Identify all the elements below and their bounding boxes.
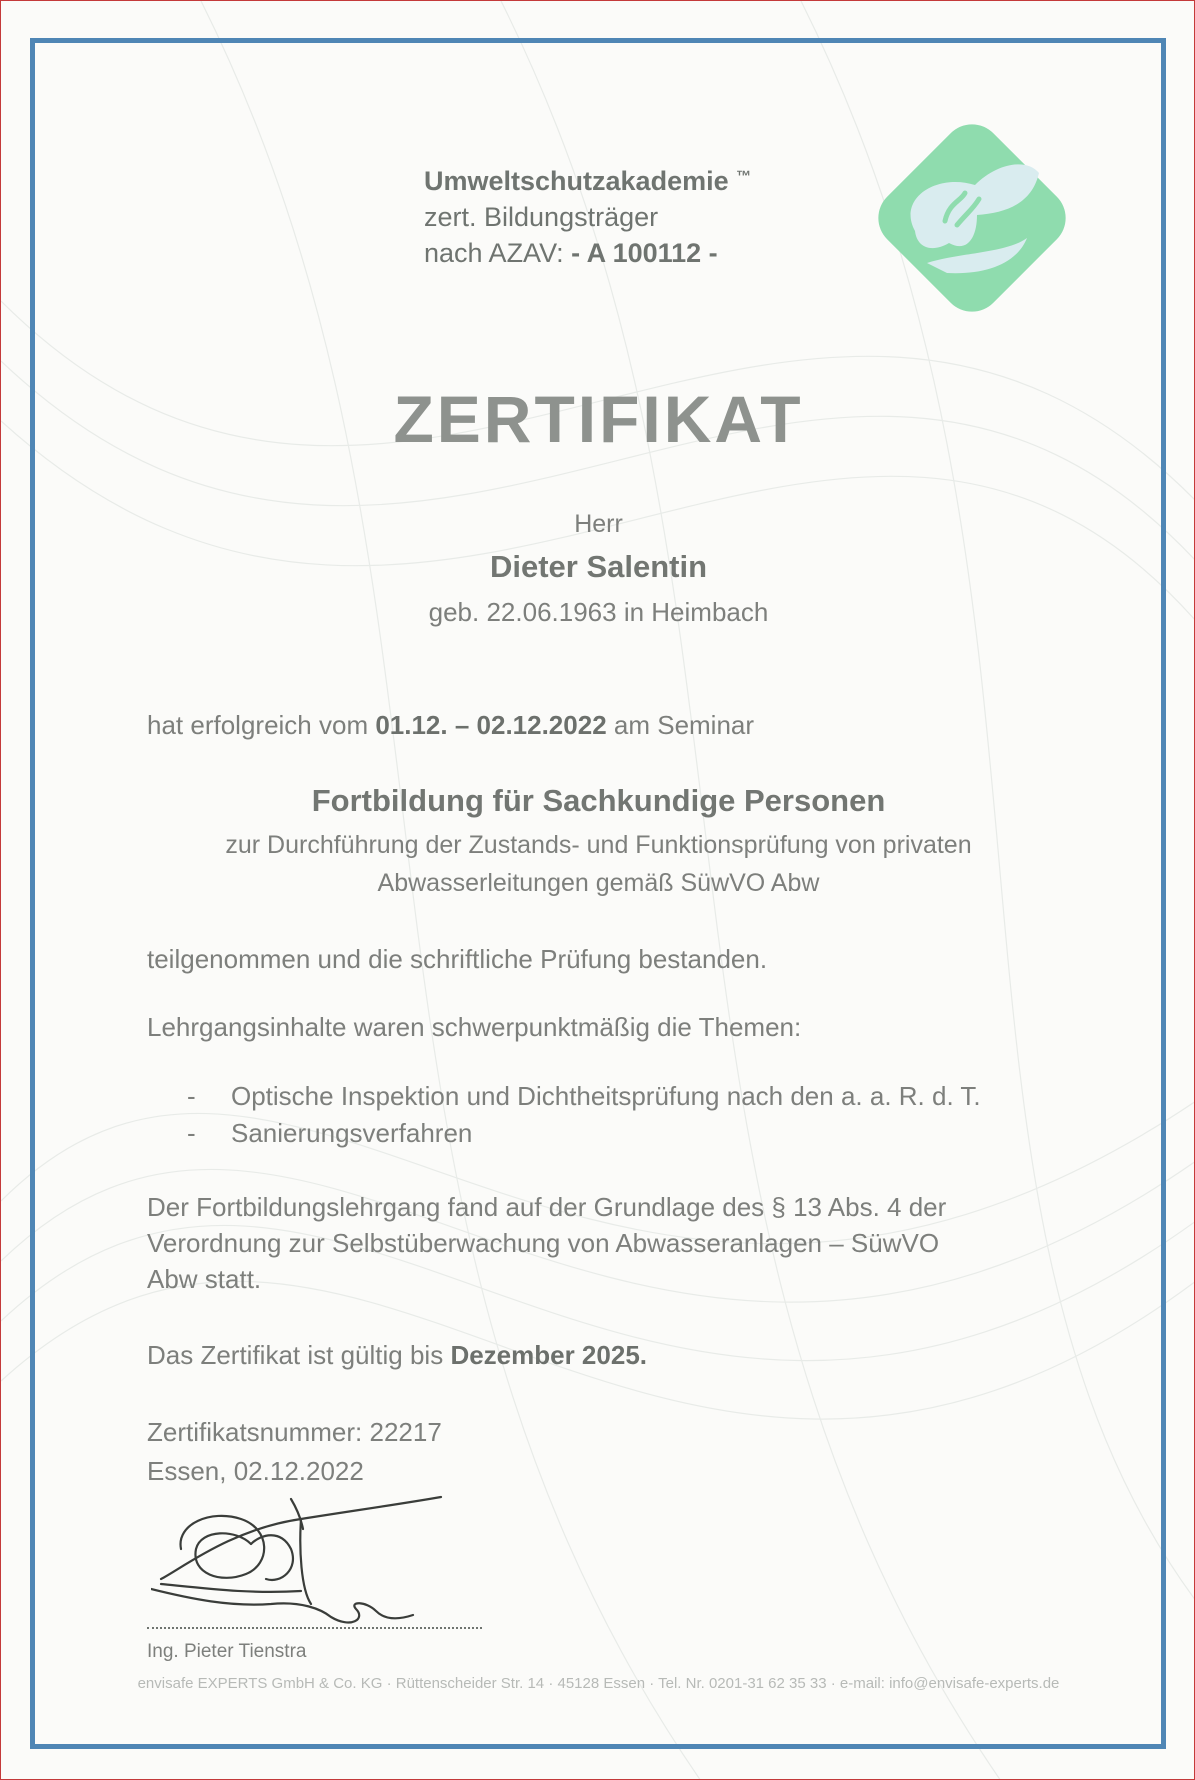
topics-intro: Lehrgangsinhalte waren schwerpunktmäßig die Themen:	[147, 1012, 802, 1042]
legal-basis-paragraph: Der Fortbildungslehrgang fand auf der Grundlage des § 13 Abs. 4 der Verordnung zur Selbstüberwachung von Abwasseranlagen – SüwVO Abw statt.	[147, 1192, 947, 1294]
leaf-logo-icon	[857, 103, 1087, 333]
certificate-number: Zertifikatsnummer: 22217	[147, 1417, 442, 1447]
recipient-name: Dieter Salentin	[489, 549, 708, 584]
academy-name: Umweltschutzakademie ™	[424, 166, 752, 196]
seminar-dates-line: hat erfolgreich vom 01.12. – 02.12.2022 am Seminar	[147, 710, 755, 740]
footer-contact-line: envisafe EXPERTS GmbH & Co. KG · Rüttenscheider Str. 14 · 45128 Essen · Tel. Nr. 0201-31 62 35 33 · e-mail: info@envisafe-experts.de	[137, 1675, 1060, 1692]
certificate-title: ZERTIFIKAT	[393, 382, 804, 456]
trademark-symbol: ™	[736, 168, 752, 185]
signatory-name: Ing. Pieter Tienstra	[147, 1641, 307, 1662]
course-subtitle-line2: Abwasserleitungen gemäß SüwVO Abw	[377, 869, 820, 897]
validity-statement: Das Zertifikat ist gültig bis Dezember 2025.	[147, 1340, 647, 1370]
participation-statement: teilgenommen und die schriftliche Prüfung bestanden.	[147, 944, 768, 974]
azav-number: - A 100112 -	[571, 238, 718, 268]
topic-list-item: - Optische Inspektion und Dichtheitsprüfung nach den a. a. R. d. T.	[187, 1081, 981, 1111]
issuer-subtitle: zert. Bildungsträger	[424, 202, 659, 232]
handwritten-signature	[151, 1489, 481, 1639]
course-subtitle-line1: zur Durchführung der Zustands- und Funktionsprüfung von privaten	[225, 831, 972, 859]
valid-until-date: Dezember 2025.	[450, 1340, 647, 1370]
issuer-header	[424, 159, 844, 271]
birth-info: geb. 22.06.1963 in Heimbach	[428, 597, 769, 627]
signature-line	[147, 1627, 482, 1629]
salutation: Herr	[574, 510, 623, 538]
seminar-dates: 01.12. – 02.12.2022	[375, 710, 607, 740]
azav-line: nach AZAV: - A 100112 -	[424, 238, 718, 268]
topic-list-item: - Sanierungsverfahren	[187, 1118, 473, 1148]
place-and-date: Essen, 02.12.2022	[147, 1456, 364, 1486]
bullet-dash: -	[187, 1081, 196, 1111]
course-title: Fortbildung für Sachkundige Personen	[311, 783, 886, 818]
bullet-dash: -	[187, 1118, 196, 1148]
